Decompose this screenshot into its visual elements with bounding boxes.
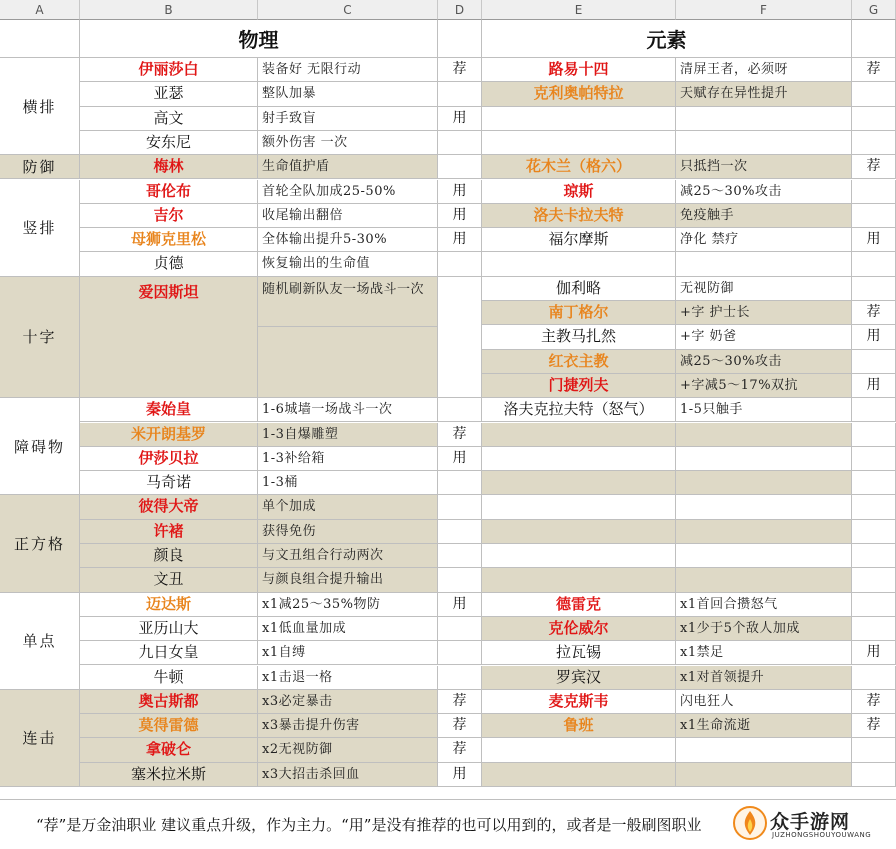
physical-mark[interactable] bbox=[438, 666, 482, 690]
physical-mark[interactable]: 用 bbox=[438, 204, 482, 228]
elemental-mark[interactable] bbox=[852, 544, 896, 568]
column-header-b[interactable]: B bbox=[80, 0, 258, 20]
elemental-hero-desc[interactable]: x1生命流逝 bbox=[676, 714, 852, 738]
physical-hero-desc[interactable]: 1-3桶 bbox=[258, 471, 438, 495]
physical-mark[interactable] bbox=[438, 277, 482, 399]
elemental-hero-desc[interactable]: 天赋存在异性提升 bbox=[676, 82, 852, 106]
elemental-hero-desc[interactable]: 闪电狂人 bbox=[676, 690, 852, 714]
elemental-hero-name[interactable]: 德雷克 bbox=[482, 593, 676, 617]
physical-hero-name[interactable]: 塞米拉米斯 bbox=[80, 763, 258, 787]
physical-hero-name[interactable]: 奥古斯都 bbox=[80, 690, 258, 714]
elemental-hero-desc[interactable]: +字 护士长 bbox=[676, 301, 852, 325]
physical-hero-desc[interactable]: x1击退一格 bbox=[258, 666, 438, 690]
physical-hero-name[interactable]: 马奇诺 bbox=[80, 471, 258, 495]
elemental-mark[interactable] bbox=[852, 107, 896, 131]
physical-hero-desc[interactable]: 全体输出提升5-30% bbox=[258, 228, 438, 252]
elemental-hero-desc[interactable]: 只抵挡一次 bbox=[676, 155, 852, 179]
elemental-mark[interactable] bbox=[852, 277, 896, 301]
physical-hero-desc[interactable]: x3必定暴击 bbox=[258, 690, 438, 714]
elemental-hero-desc[interactable]: 减25～30%攻击 bbox=[676, 180, 852, 204]
elemental-hero-desc[interactable]: 净化 禁疗 bbox=[676, 228, 852, 252]
elemental-hero-name[interactable]: 洛夫卡拉夫特 bbox=[482, 204, 676, 228]
column-header-f[interactable]: F bbox=[676, 0, 852, 20]
physical-hero-desc[interactable]: 生命值护盾 bbox=[258, 155, 438, 179]
elemental-hero-desc[interactable]: 免疫触手 bbox=[676, 204, 852, 228]
category-vertical[interactable]: 竖排 bbox=[0, 180, 80, 277]
elemental-hero-desc[interactable]: 无视防御 bbox=[676, 277, 852, 301]
elemental-hero-name[interactable] bbox=[482, 495, 676, 519]
elemental-mark[interactable]: 用 bbox=[852, 641, 896, 665]
physical-mark[interactable] bbox=[438, 617, 482, 641]
physical-hero-name[interactable]: 秦始皇 bbox=[80, 398, 258, 422]
elemental-hero-desc[interactable] bbox=[676, 447, 852, 471]
elemental-hero-name[interactable] bbox=[482, 471, 676, 495]
physical-hero-name[interactable]: 米开朗基罗 bbox=[80, 423, 258, 447]
elemental-hero-desc[interactable] bbox=[676, 763, 852, 787]
physical-hero-desc[interactable]: 1-6城墙一场战斗一次 bbox=[258, 398, 438, 422]
physical-mark[interactable] bbox=[438, 82, 482, 106]
physical-mark[interactable] bbox=[438, 155, 482, 179]
physical-hero-desc[interactable]: x1低血量加成 bbox=[258, 617, 438, 641]
elemental-mark[interactable] bbox=[852, 738, 896, 762]
physical-hero-desc[interactable]: x1自缚 bbox=[258, 641, 438, 665]
elemental-hero-desc[interactable] bbox=[676, 252, 852, 276]
elemental-hero-desc[interactable] bbox=[676, 423, 852, 447]
elemental-mark[interactable] bbox=[852, 131, 896, 155]
physical-hero-desc[interactable]: 与颜良组合提升输出 bbox=[258, 568, 438, 592]
elemental-mark[interactable] bbox=[852, 568, 896, 592]
elemental-hero-name[interactable]: 克伦威尔 bbox=[482, 617, 676, 641]
elemental-mark[interactable] bbox=[852, 252, 896, 276]
elemental-hero-name[interactable] bbox=[482, 738, 676, 762]
elemental-mark[interactable]: 用 bbox=[852, 325, 896, 349]
elemental-hero-desc[interactable]: x1对首领提升 bbox=[676, 666, 852, 690]
physical-hero-desc[interactable]: 额外伤害 一次 bbox=[258, 131, 438, 155]
physical-mark[interactable] bbox=[438, 641, 482, 665]
physical-hero-desc[interactable]: x3大招击杀回血 bbox=[258, 763, 438, 787]
elemental-mark[interactable] bbox=[852, 495, 896, 519]
elemental-hero-name[interactable]: 主教马扎然 bbox=[482, 325, 676, 349]
elemental-hero-desc[interactable]: x1禁足 bbox=[676, 641, 852, 665]
elemental-hero-name[interactable] bbox=[482, 423, 676, 447]
elemental-hero-desc[interactable]: 1-5只触手 bbox=[676, 398, 852, 422]
physical-hero-desc[interactable]: x2无视防御 bbox=[258, 738, 438, 762]
footer-note: “荐”是万金油职业 建议重点升级，作为主力。“用”是没有推荐的也可以用到的，或者是一般刷图职业 bbox=[0, 799, 896, 849]
corner-cell[interactable] bbox=[0, 20, 80, 58]
elemental-hero-name[interactable] bbox=[482, 447, 676, 471]
physical-hero-desc[interactable]: 与文丑组合行动两次 bbox=[258, 544, 438, 568]
physical-hero-name[interactable]: 迈达斯 bbox=[80, 593, 258, 617]
category-cross[interactable]: 十字 bbox=[0, 277, 80, 399]
physical-mark[interactable]: 用 bbox=[438, 180, 482, 204]
category-square[interactable]: 正方格 bbox=[0, 495, 80, 592]
physical-hero-desc[interactable]: 整队加暴 bbox=[258, 82, 438, 106]
physical-hero-name[interactable]: 梅林 bbox=[80, 155, 258, 179]
physical-mark[interactable]: 荐 bbox=[438, 423, 482, 447]
elemental-mark[interactable] bbox=[852, 763, 896, 787]
elemental-mark[interactable] bbox=[852, 398, 896, 422]
elemental-mark[interactable]: 荐 bbox=[852, 690, 896, 714]
elemental-hero-name[interactable]: 路易十四 bbox=[482, 58, 676, 82]
physical-hero-desc[interactable]: 收尾输出翻倍 bbox=[258, 204, 438, 228]
watermark-subtitle: JUZHONGSHOUYOUWANG bbox=[772, 831, 872, 839]
elemental-hero-name[interactable]: 琼斯 bbox=[482, 180, 676, 204]
elemental-mark[interactable]: 用 bbox=[852, 228, 896, 252]
elemental-hero-desc[interactable] bbox=[676, 107, 852, 131]
physical-hero-desc[interactable]: 1-3自爆雕塑 bbox=[258, 423, 438, 447]
physical-mark[interactable]: 用 bbox=[438, 763, 482, 787]
physical-hero-desc[interactable]: 1-3补给箱 bbox=[258, 447, 438, 471]
elemental-mark-header[interactable] bbox=[852, 20, 896, 58]
elemental-hero-desc[interactable] bbox=[676, 544, 852, 568]
elemental-hero-desc[interactable] bbox=[676, 568, 852, 592]
physical-mark[interactable]: 用 bbox=[438, 447, 482, 471]
physical-title[interactable]: 物理 bbox=[80, 20, 438, 58]
elemental-mark[interactable] bbox=[852, 471, 896, 495]
elemental-hero-desc[interactable]: +字 奶爸 bbox=[676, 325, 852, 349]
elemental-hero-name[interactable]: 洛夫克拉夫特（怒气） bbox=[482, 398, 676, 422]
elemental-mark[interactable] bbox=[852, 593, 896, 617]
physical-mark[interactable]: 荐 bbox=[438, 690, 482, 714]
watermark-title: 众手游网 bbox=[770, 811, 851, 833]
elemental-hero-name[interactable]: 克利奥帕特拉 bbox=[482, 82, 676, 106]
physical-mark[interactable] bbox=[438, 252, 482, 276]
flame-logo-icon bbox=[732, 805, 768, 841]
elemental-mark[interactable] bbox=[852, 350, 896, 374]
physical-hero-name[interactable]: 颜良 bbox=[80, 544, 258, 568]
physical-hero-desc[interactable]: 首轮全队加成25-50% bbox=[258, 180, 438, 204]
physical-hero-name[interactable]: 高文 bbox=[80, 107, 258, 131]
physical-mark[interactable]: 用 bbox=[438, 107, 482, 131]
elemental-hero-name[interactable]: 麦克斯韦 bbox=[482, 690, 676, 714]
elemental-mark[interactable] bbox=[852, 447, 896, 471]
category-single[interactable]: 单点 bbox=[0, 593, 80, 690]
elemental-mark[interactable] bbox=[852, 666, 896, 690]
elemental-mark[interactable] bbox=[852, 520, 896, 544]
physical-mark-header[interactable] bbox=[438, 20, 482, 58]
elemental-hero-desc[interactable] bbox=[676, 131, 852, 155]
elemental-hero-name[interactable]: 花木兰（格六） bbox=[482, 155, 676, 179]
physical-mark[interactable]: 荐 bbox=[438, 58, 482, 82]
elemental-mark[interactable]: 荐 bbox=[852, 58, 896, 82]
elemental-hero-name[interactable] bbox=[482, 763, 676, 787]
watermark-logo bbox=[730, 803, 890, 843]
physical-mark[interactable] bbox=[438, 471, 482, 495]
physical-mark[interactable]: 荐 bbox=[438, 738, 482, 762]
elemental-hero-name[interactable] bbox=[482, 568, 676, 592]
physical-mark[interactable] bbox=[438, 568, 482, 592]
elemental-hero-desc[interactable]: 减25～30%攻击 bbox=[676, 350, 852, 374]
column-header-c[interactable]: C bbox=[258, 0, 438, 20]
physical-hero-name[interactable]: 伊莎贝拉 bbox=[80, 447, 258, 471]
physical-hero-desc[interactable]: 射手致盲 bbox=[258, 107, 438, 131]
physical-hero-desc[interactable]: 单个加成 bbox=[258, 495, 438, 519]
physical-hero-name[interactable]: 拿破仑 bbox=[80, 738, 258, 762]
physical-hero-desc[interactable]: 装备好 无限行动 bbox=[258, 58, 438, 82]
elemental-hero-desc[interactable] bbox=[676, 520, 852, 544]
physical-hero-name[interactable]: 贞德 bbox=[80, 252, 258, 276]
elemental-mark[interactable] bbox=[852, 82, 896, 106]
elemental-mark[interactable]: 用 bbox=[852, 374, 896, 398]
physical-hero-name[interactable]: 亚瑟 bbox=[80, 82, 258, 106]
column-header-d[interactable]: D bbox=[438, 0, 482, 20]
physical-mark[interactable] bbox=[438, 495, 482, 519]
physical-hero-name[interactable]: 文丑 bbox=[80, 568, 258, 592]
elemental-hero-name[interactable]: 拉瓦锡 bbox=[482, 641, 676, 665]
column-header-a[interactable]: A bbox=[0, 0, 80, 20]
category-horizontal[interactable]: 横排 bbox=[0, 58, 80, 155]
elemental-title[interactable]: 元素 bbox=[482, 20, 852, 58]
elemental-hero-desc[interactable]: x1首回合攒怒气 bbox=[676, 593, 852, 617]
physical-mark[interactable] bbox=[438, 131, 482, 155]
elemental-hero-name[interactable]: 鲁班 bbox=[482, 714, 676, 738]
physical-hero-name[interactable]: 吉尔 bbox=[80, 204, 258, 228]
elemental-hero-desc[interactable] bbox=[676, 738, 852, 762]
elemental-hero-name[interactable]: 罗宾汉 bbox=[482, 666, 676, 690]
elemental-hero-name[interactable] bbox=[482, 544, 676, 568]
elemental-hero-desc[interactable]: 清屏王者，必须呀 bbox=[676, 58, 852, 82]
physical-mark[interactable]: 用 bbox=[438, 228, 482, 252]
physical-hero-name[interactable]: 哥伦布 bbox=[80, 180, 258, 204]
category-combo[interactable]: 连击 bbox=[0, 690, 80, 787]
physical-mark[interactable] bbox=[438, 544, 482, 568]
elemental-mark[interactable] bbox=[852, 204, 896, 228]
elemental-hero-name[interactable]: 伽利略 bbox=[482, 277, 676, 301]
elemental-mark[interactable] bbox=[852, 617, 896, 641]
physical-mark[interactable] bbox=[438, 398, 482, 422]
physical-hero-name[interactable]: 安东尼 bbox=[80, 131, 258, 155]
physical-hero-name[interactable]: 牛顿 bbox=[80, 666, 258, 690]
elemental-mark[interactable] bbox=[852, 423, 896, 447]
physical-hero-name[interactable]: 九日女皇 bbox=[80, 641, 258, 665]
elemental-hero-desc[interactable] bbox=[676, 471, 852, 495]
physical-mark[interactable]: 用 bbox=[438, 593, 482, 617]
category-obstacle[interactable]: 障碍物 bbox=[0, 398, 80, 495]
elemental-hero-desc[interactable]: x1少于5个敌人加成 bbox=[676, 617, 852, 641]
column-header-g[interactable]: G bbox=[852, 0, 896, 20]
elemental-hero-name[interactable]: 门捷列夫 bbox=[482, 374, 676, 398]
physical-hero-desc[interactable]: 随机刷新队友一场战斗一次 bbox=[258, 277, 438, 327]
physical-hero-desc[interactable]: x3暴击提升伤害 bbox=[258, 714, 438, 738]
elemental-mark[interactable]: 荐 bbox=[852, 155, 896, 179]
elemental-hero-name[interactable] bbox=[482, 252, 676, 276]
empty-cell[interactable] bbox=[258, 327, 438, 399]
physical-hero-desc[interactable]: 获得免伤 bbox=[258, 520, 438, 544]
category-defense[interactable]: 防御 bbox=[0, 155, 80, 179]
column-header-e[interactable]: E bbox=[482, 0, 676, 20]
elemental-hero-name[interactable] bbox=[482, 131, 676, 155]
physical-hero-name[interactable]: 伊丽莎白 bbox=[80, 58, 258, 82]
physical-mark[interactable]: 荐 bbox=[438, 714, 482, 738]
elemental-hero-name[interactable]: 福尔摩斯 bbox=[482, 228, 676, 252]
elemental-hero-desc[interactable]: +字减5～17%双抗 bbox=[676, 374, 852, 398]
physical-hero-name[interactable]: 爱因斯坦 bbox=[80, 277, 258, 399]
physical-hero-name[interactable]: 彼得大帝 bbox=[80, 495, 258, 519]
physical-hero-name[interactable]: 许褚 bbox=[80, 520, 258, 544]
physical-hero-name[interactable]: 莫得雷德 bbox=[80, 714, 258, 738]
elemental-hero-name[interactable] bbox=[482, 520, 676, 544]
elemental-hero-name[interactable] bbox=[482, 107, 676, 131]
elemental-mark[interactable]: 荐 bbox=[852, 301, 896, 325]
elemental-hero-name[interactable]: 南丁格尔 bbox=[482, 301, 676, 325]
physical-hero-name[interactable]: 母狮克里松 bbox=[80, 228, 258, 252]
elemental-hero-desc[interactable] bbox=[676, 495, 852, 519]
physical-hero-name[interactable]: 亚历山大 bbox=[80, 617, 258, 641]
elemental-mark[interactable] bbox=[852, 180, 896, 204]
physical-mark[interactable] bbox=[438, 520, 482, 544]
elemental-mark[interactable]: 荐 bbox=[852, 714, 896, 738]
physical-hero-desc[interactable]: 恢复输出的生命值 bbox=[258, 252, 438, 276]
elemental-hero-name[interactable]: 红衣主教 bbox=[482, 350, 676, 374]
physical-hero-desc[interactable]: x1减25～35%物防 bbox=[258, 593, 438, 617]
